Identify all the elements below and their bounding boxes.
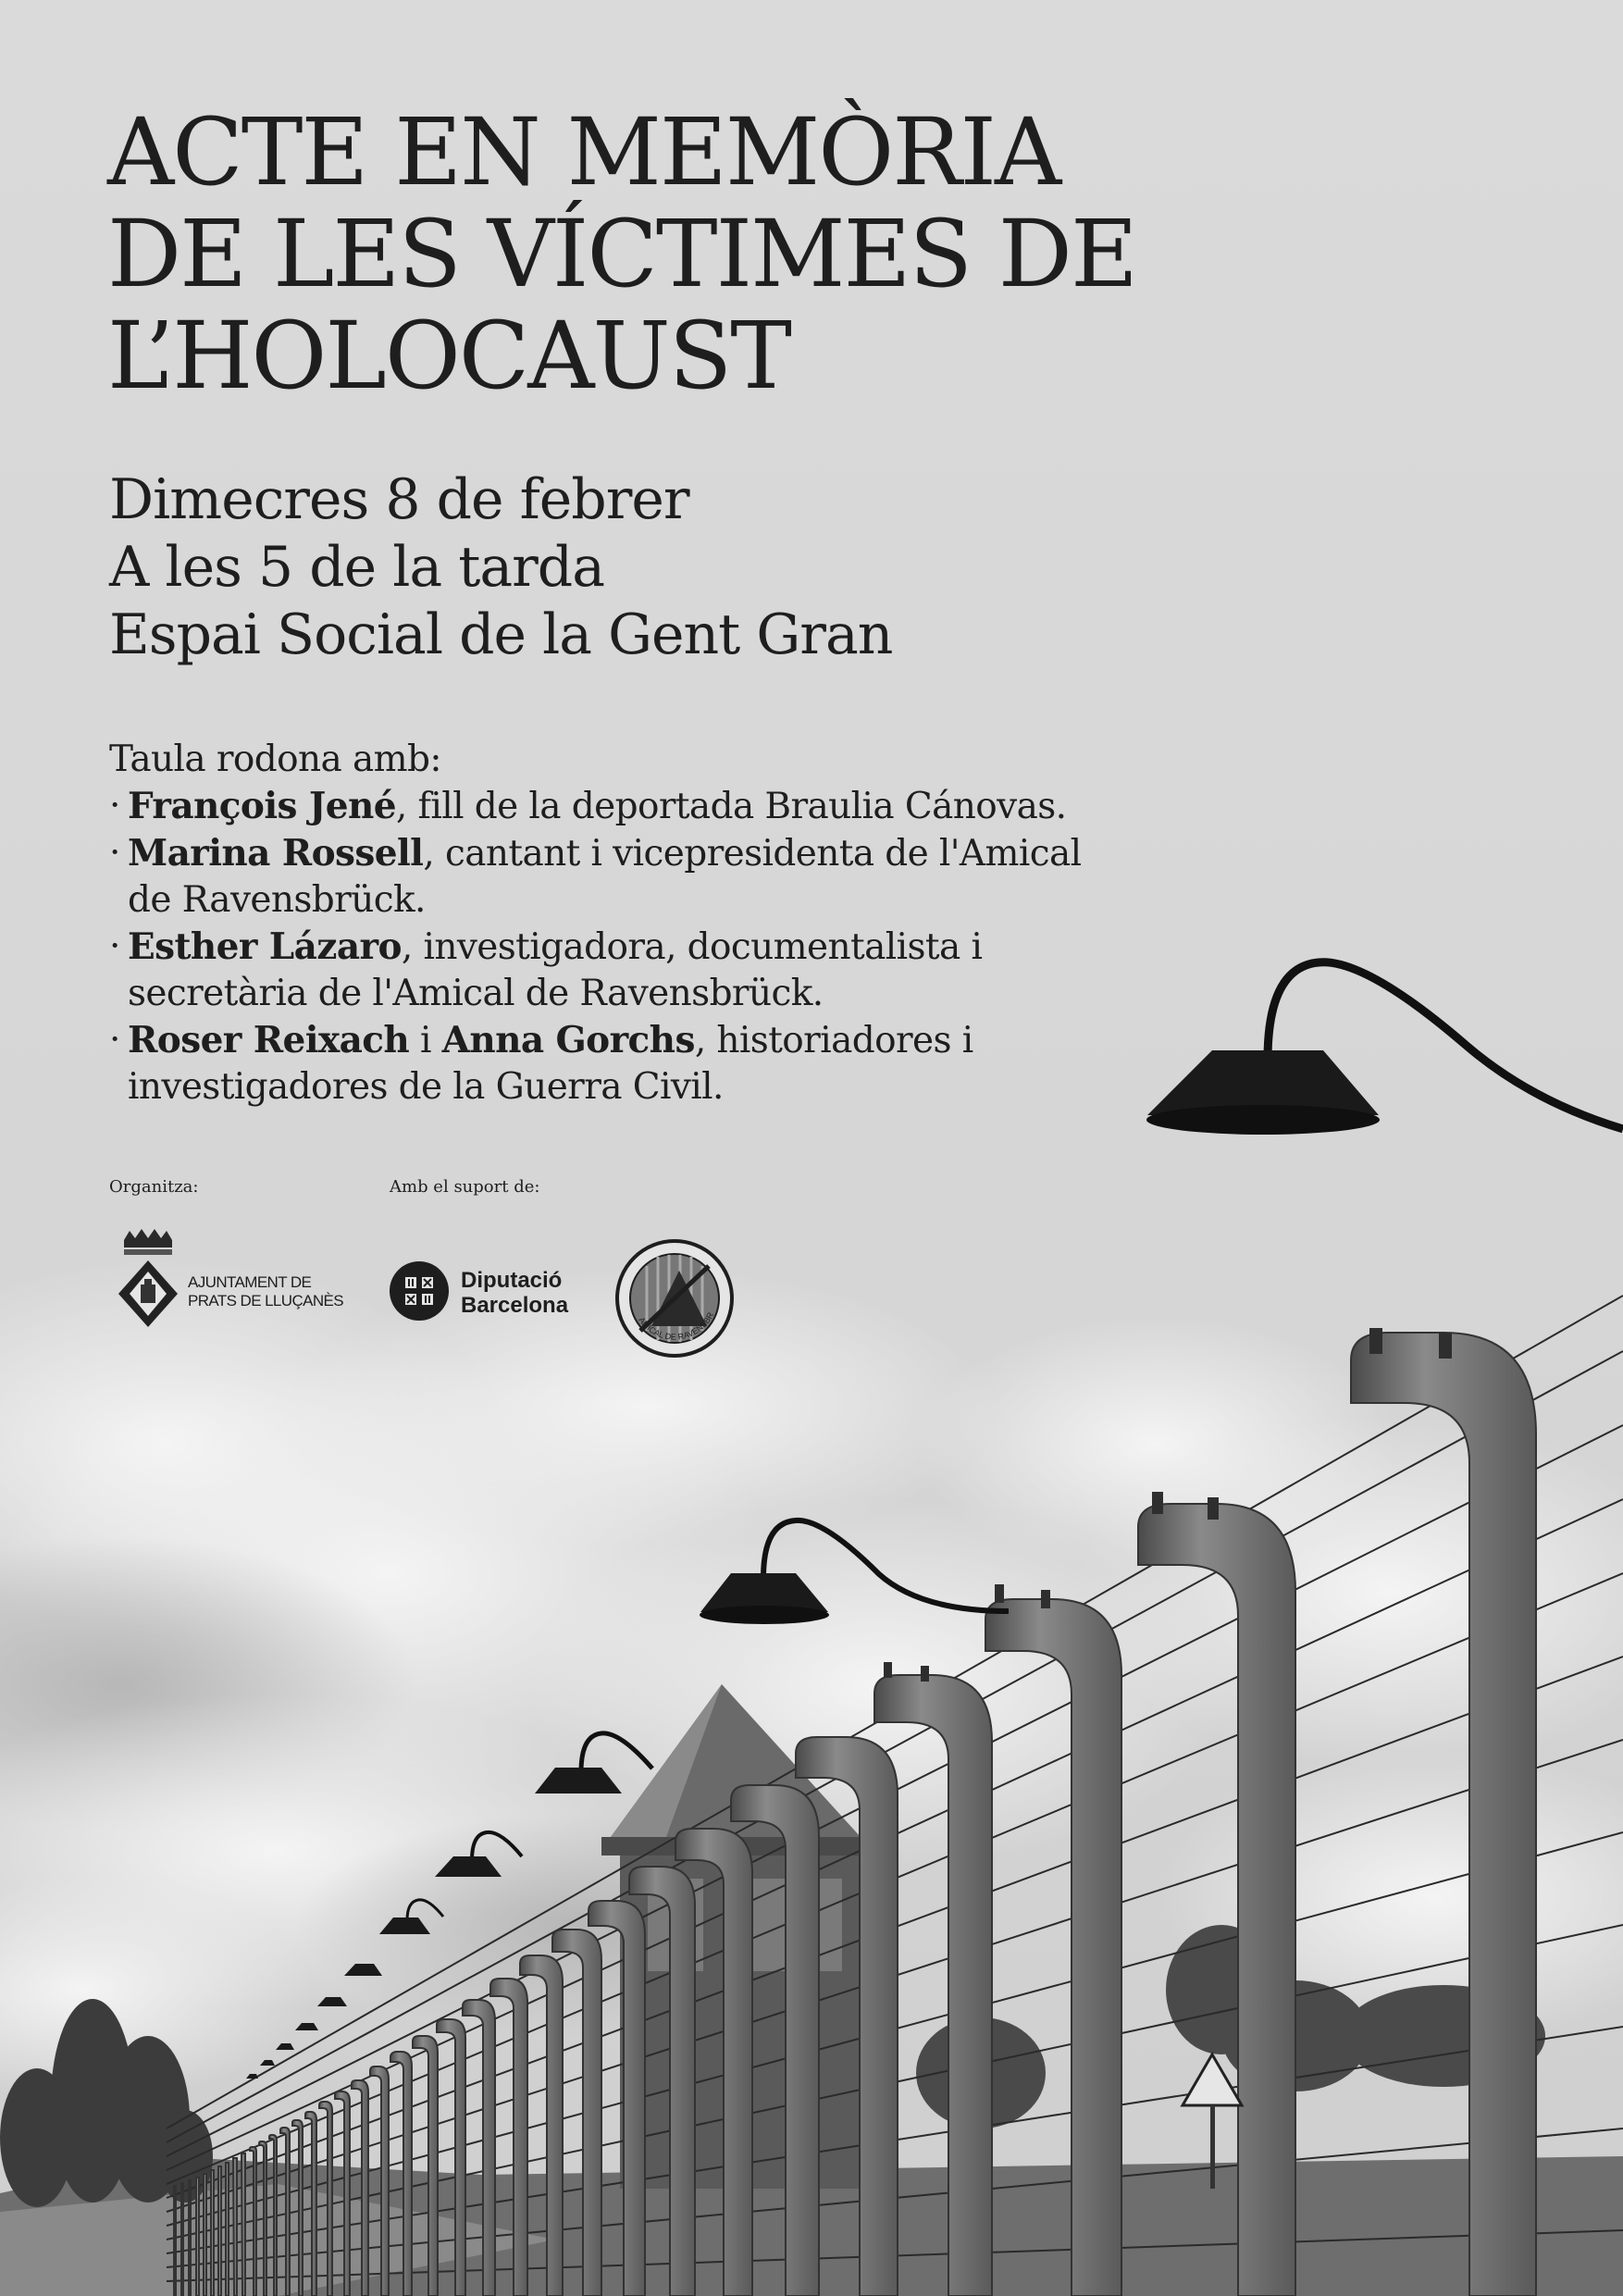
ajuntament-logo [111,1227,344,1334]
panelist-item [109,783,1127,830]
panel-intro: Taula rodona amb: [109,738,441,780]
ajuntament-line-2: PRATS DE LLUÇANÈS [188,1292,344,1309]
event-time: A les 5 de la tarda [109,535,604,600]
page-title [107,98,1264,410]
event-date: Dimecres 8 de febrer [109,467,689,532]
panelist-name: Esther Lázaro [128,925,402,968]
amical-emblem-icon [614,1238,735,1359]
panelist-name: François Jené [128,785,396,827]
support-label: Amb el suport de: [390,1177,540,1197]
panelist-description: , investigadora, documentalista i secretària de l'Amical de Ravensbrück. [128,926,983,1014]
panelist-item [109,1017,1127,1111]
organizer-label: Organitza: [109,1177,199,1197]
title-line-3: L’HOLOCAUST [107,302,791,410]
round-table-panel [109,737,1127,1111]
ajuntament-line-1: AJUNTAMENT DE [188,1273,312,1291]
diputacio-emblem-icon [389,1260,450,1322]
bullet: · [109,925,120,967]
event-info [109,466,892,669]
bullet: · [109,1019,120,1061]
diputacio-line-2: Barcelona [461,1293,569,1318]
panelist-description: , fill de la deportada Braulia Cánovas. [395,786,1067,827]
bullet: · [109,832,120,874]
panelist-item [109,830,1127,924]
conjunction: i [409,1020,442,1061]
coat-of-arms-icon [111,1227,185,1334]
bullet: · [109,785,120,826]
diputacio-logo [389,1260,592,1325]
title-line-2: DE LES VÍCTIMES DE [107,200,1136,308]
panelist-item [109,924,1127,1017]
panelist-name: Anna Gorchs [441,1019,695,1061]
panelist-name: Marina Rossell [128,832,424,875]
panelist-name: Roser Reixach [128,1019,410,1061]
panelist-description: , historiadores i investigadores de la Guerra Civil. [128,1020,973,1108]
diputacio-line-1: Diputació [461,1268,563,1293]
event-place: Espai Social de la Gent Gran [109,602,893,667]
panelist-description: , cantant i vicepresidenta de l'Amical de Ravensbrück. [128,833,1082,921]
amical-ravensbruck-logo [614,1238,735,1359]
title-line-1: ACTE EN MEMÒRIA [107,98,1060,206]
amical-logo-text: AMICAL DE RAVENSBR [637,1310,716,1342]
